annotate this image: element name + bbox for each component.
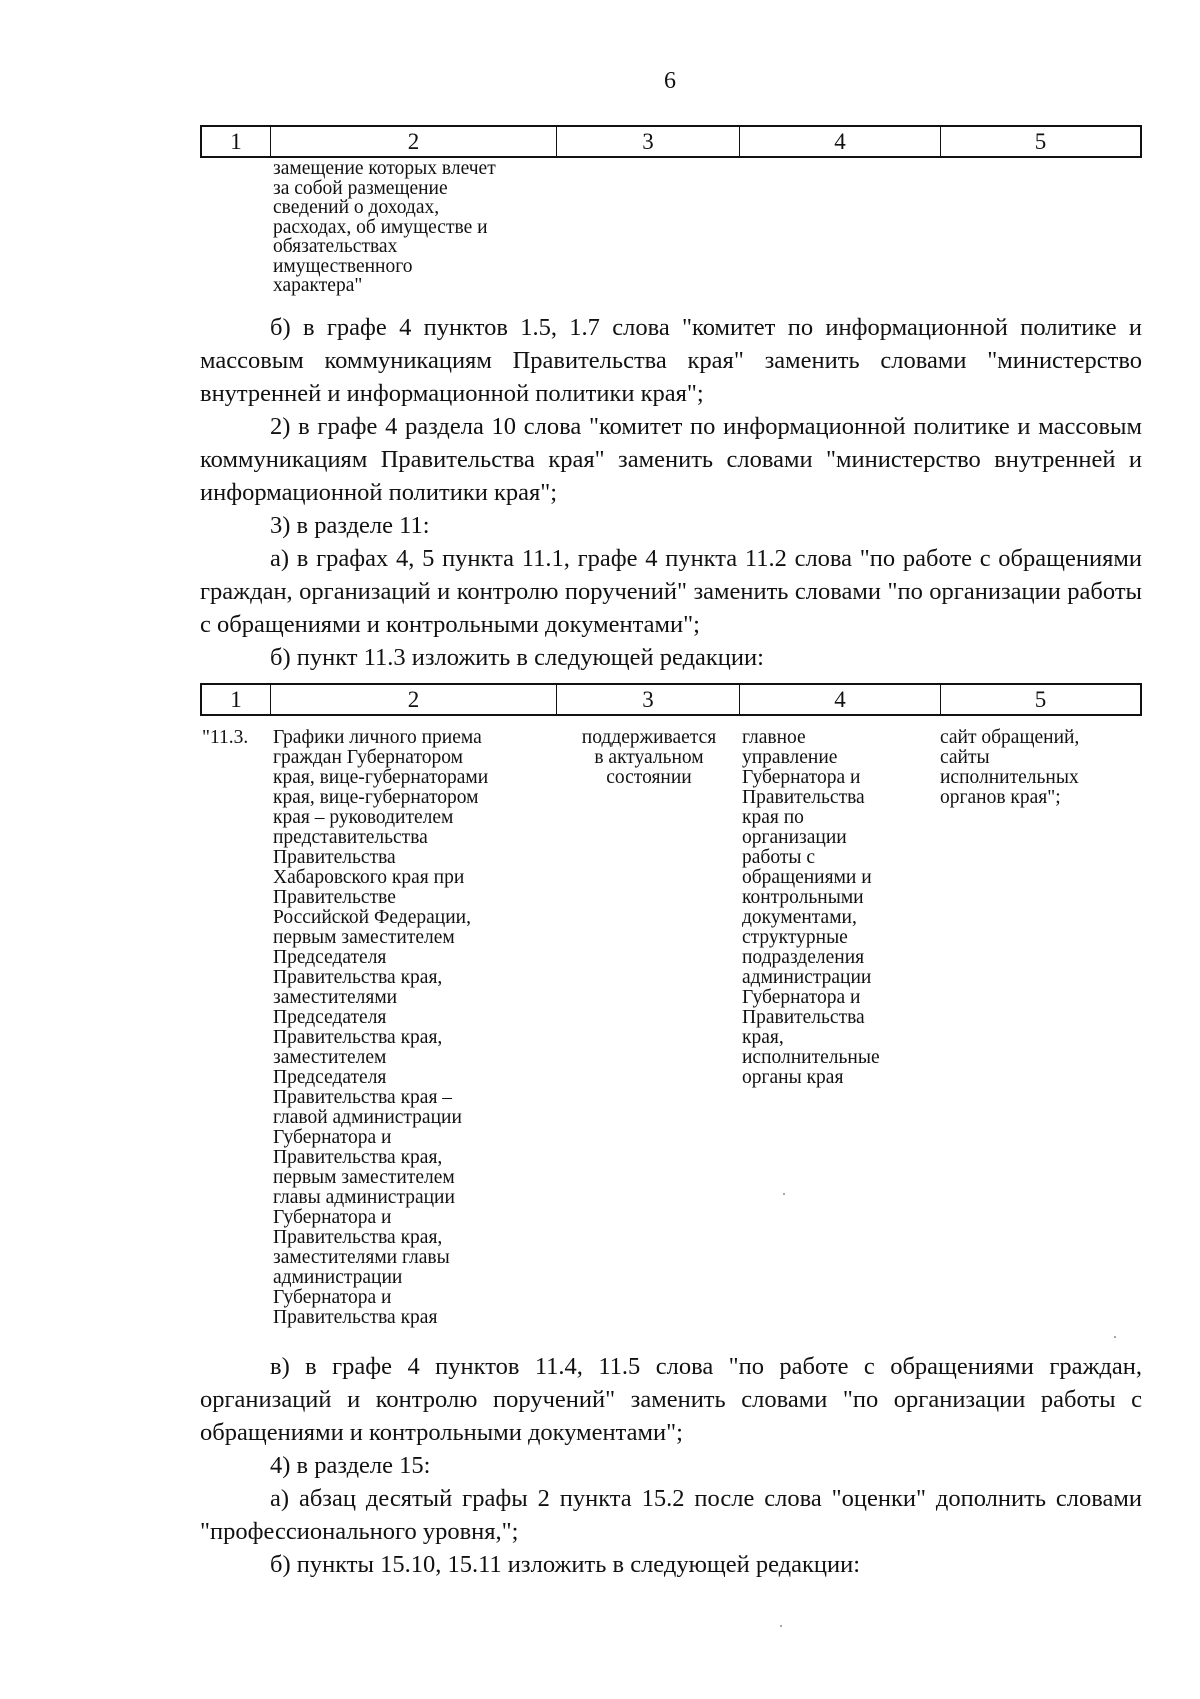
header-cell-5: 5 bbox=[940, 127, 1140, 156]
header-cell-4: 4 bbox=[739, 127, 940, 156]
paragraph-a-11-1: а) в графах 4, 5 пункта 11.1, графе 4 пункта 11.2 слова "по работе с обращениями граждан, организаций и контролю поручений" заменить словами "по организации работы с обращениями и контрольными документами"; bbox=[200, 545, 1142, 638]
table2-cell-description: Графики личного приема граждан Губернатором края, вице-губернаторами края, вице-губернатором края – руководителем представительства Правительства Хабаровского края при Правительстве Российской Федерации, первым заместителем Председателя Правительства края, заместителями Председателя Правительства края, заместителем Председателя Правительства края – главой администрации Губернатора и Правительства края, первым заместителем главы администрации Губернатора и Правительства края, заместителями главы администрации Губернатора и Правительства края bbox=[273, 727, 489, 1328]
table2-cell-location: сайт обращений, сайты исполнительных органов края"; bbox=[940, 727, 1080, 808]
header-cell-3: 3 bbox=[556, 127, 739, 156]
page-number: 6 bbox=[664, 68, 676, 94]
table-header-1 bbox=[200, 125, 1142, 158]
table1-continuation-text: замещение которых влечет за собой размещение сведений о доходах, расходах, об имуществе и обязательствах имущественного характера" bbox=[273, 158, 496, 296]
header-cell-4: 4 bbox=[739, 685, 940, 714]
scan-speck bbox=[780, 1625, 782, 1627]
paragraph-3-section-11: 3) в разделе 11: bbox=[270, 512, 430, 539]
header-cell-1: 1 bbox=[230, 686, 242, 712]
paragraph-v-11-4: в) в графе 4 пунктов 11.4, 11.5 слова "по работе с обращениями граждан, организаций и контролю поручений" заменить словами "по организации работы с обращениями и контрольными документами"; bbox=[200, 1353, 1142, 1446]
paragraph-a-15-2: а) абзац десятый графы 2 пункта 15.2 после слова "оценки" дополнить словами "профессионального уровня,"; bbox=[200, 1485, 1142, 1545]
scan-speck bbox=[783, 1193, 785, 1195]
paragraph-4-section-15: 4) в разделе 15: bbox=[270, 1452, 431, 1479]
scan-speck bbox=[1114, 1336, 1116, 1338]
table2-cell-responsible: главное управление Губернатора и Правительства края по организации работы с обращениями и контрольными документами, структурные подразделения администрации Губернатора и Правительства края, исполнительные органы края bbox=[742, 727, 880, 1088]
header-cell-3: 3 bbox=[556, 685, 739, 714]
header-cell-2: 2 bbox=[270, 127, 556, 156]
table-header-2 bbox=[200, 683, 1142, 716]
header-cell-1: 1 bbox=[230, 128, 242, 154]
paragraph-2-section-10: 2) в графе 4 раздела 10 слова "комитет по информационной политике и массовым коммуникациям Правительства края" заменить словами "министерство внутренней и информационной политики края"; bbox=[200, 413, 1142, 506]
table2-cell-number: "11.3. bbox=[202, 727, 249, 748]
paragraph-b-15-10: б) пункты 15.10, 15.11 изложить в следующей редакции: bbox=[270, 1551, 861, 1578]
header-cell-2: 2 bbox=[270, 685, 556, 714]
paragraph-b-11-3: б) пункт 11.3 изложить в следующей редакции: bbox=[270, 644, 764, 671]
header-cell-5: 5 bbox=[940, 685, 1140, 714]
paragraph-b-1-5: б) в графе 4 пунктов 1.5, 1.7 слова "комитет по информационной политике и массовым коммуникациям Правительства края" заменить словами "министерство внутренней и информационной политики края"; bbox=[200, 314, 1142, 407]
table2-cell-status: поддерживается в актуальном состоянии bbox=[581, 727, 717, 788]
